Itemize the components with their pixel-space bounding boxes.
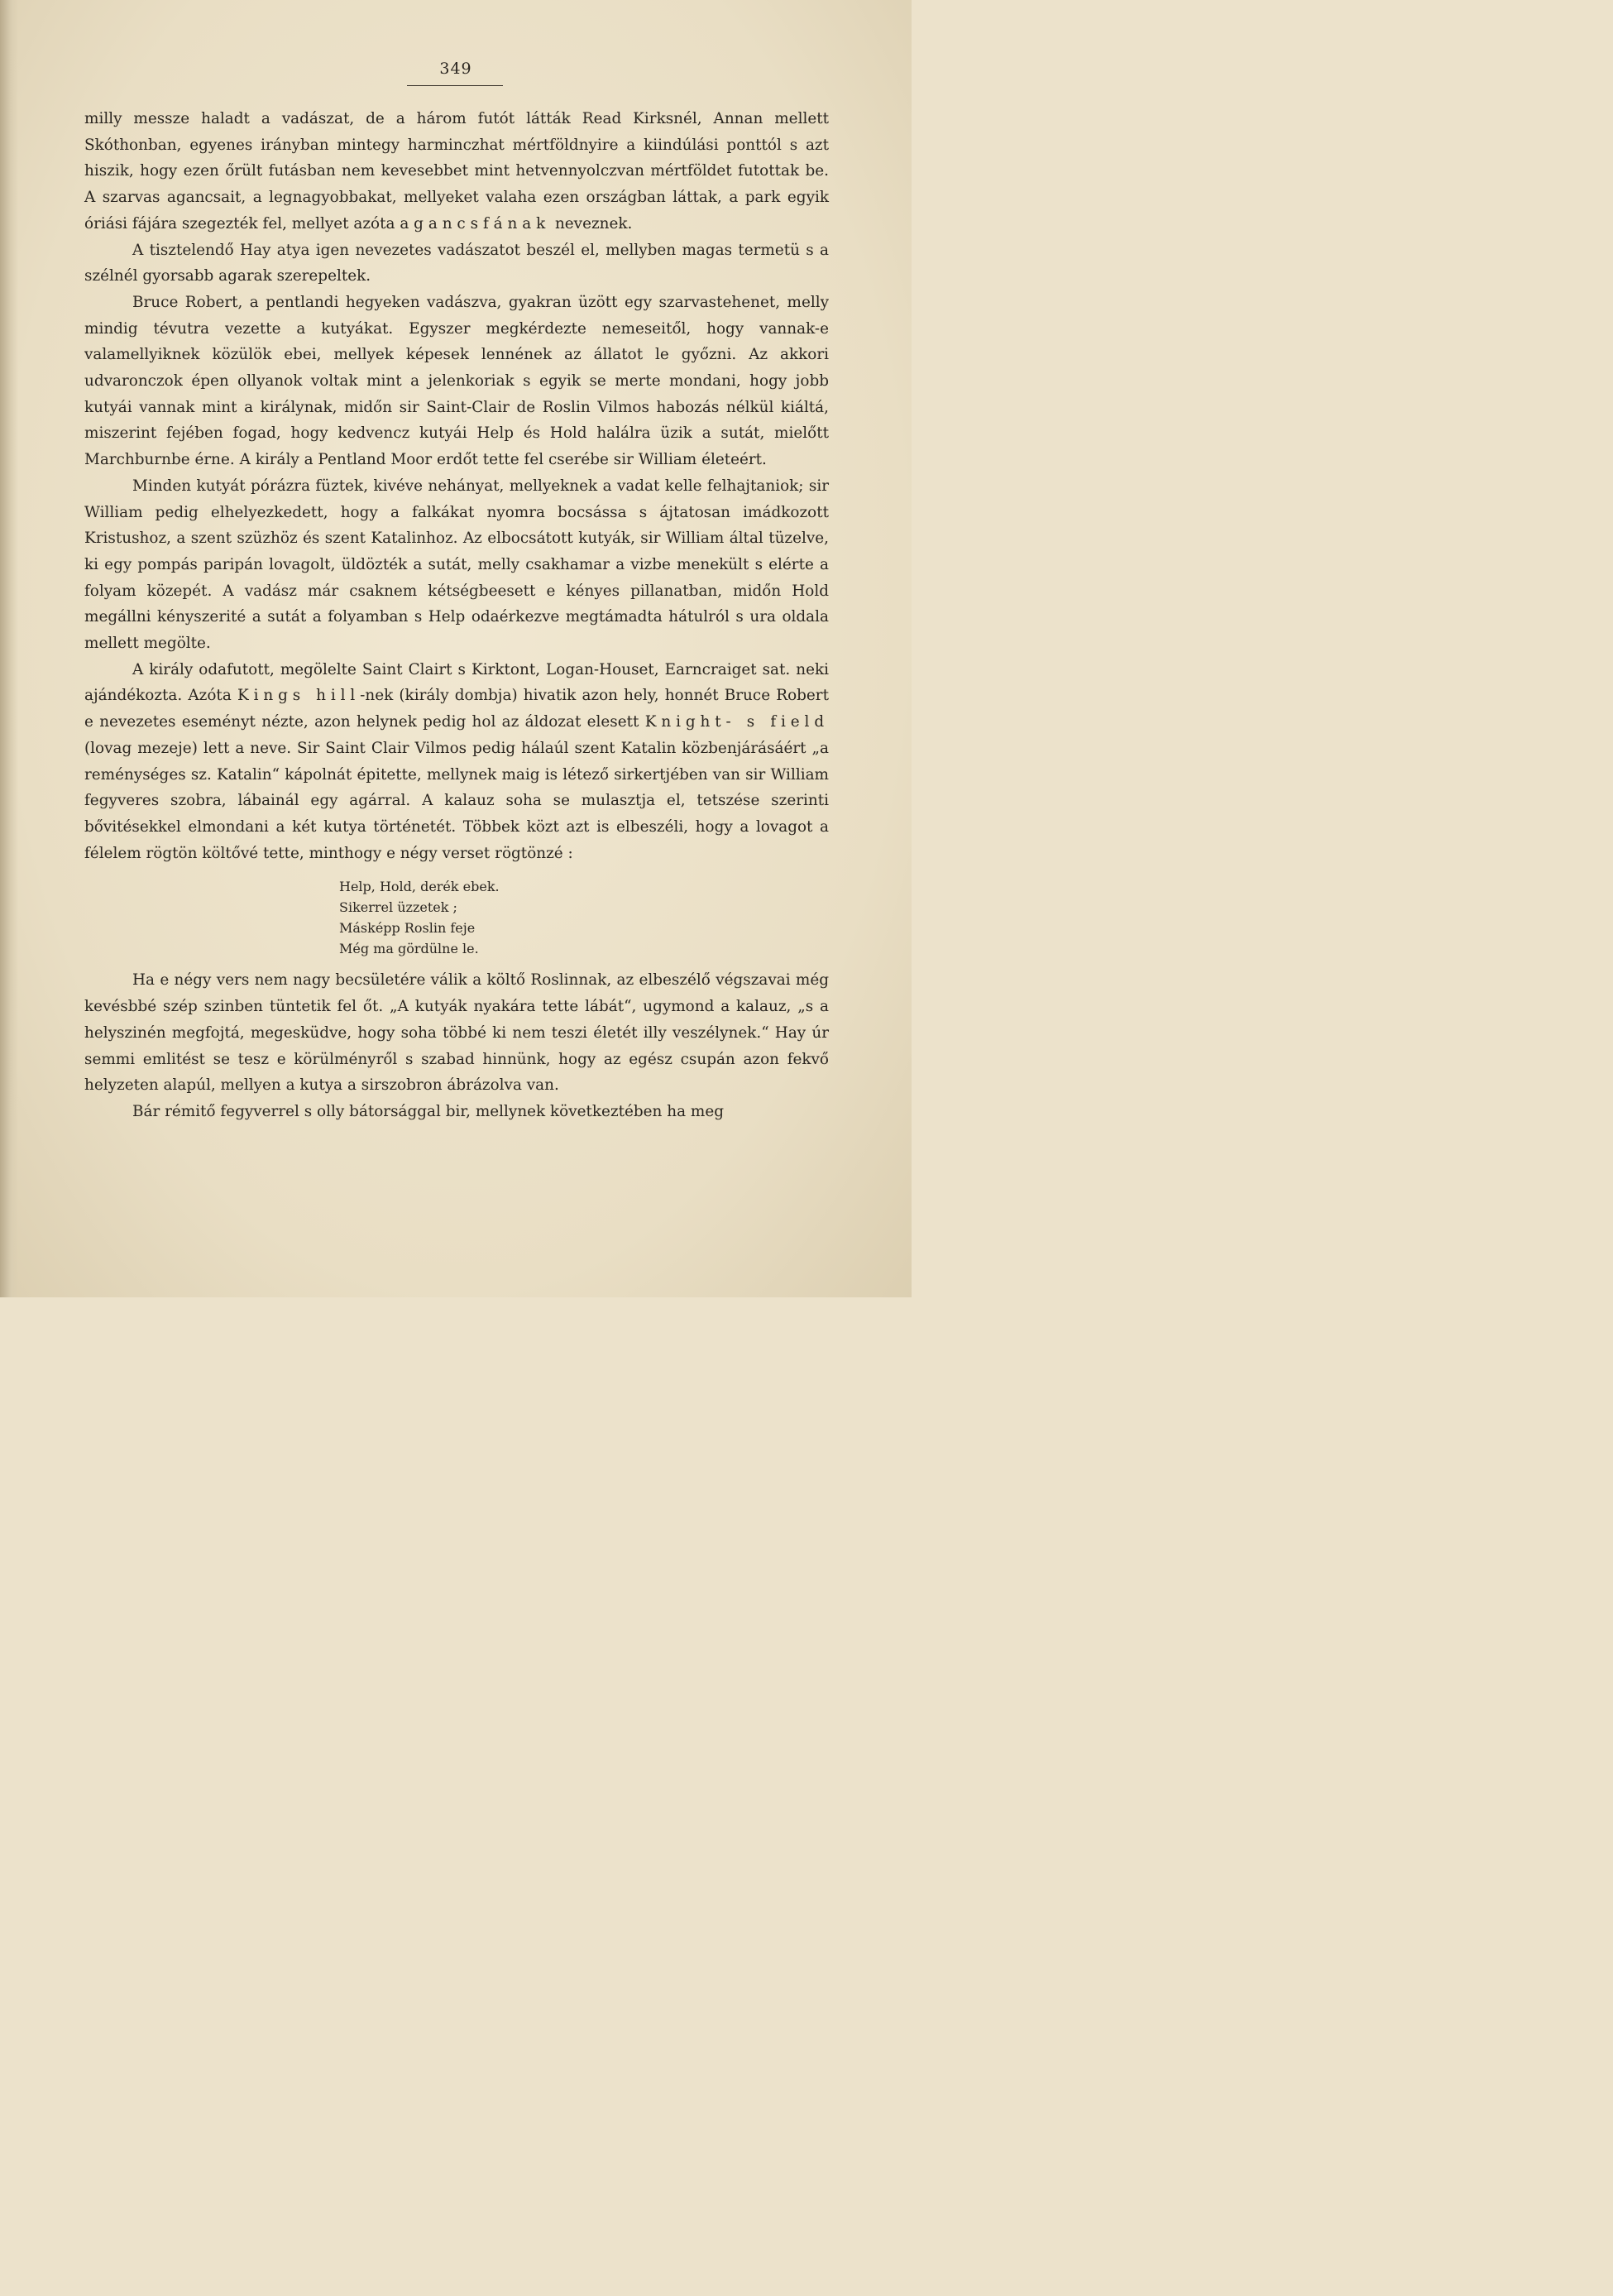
paragraph-7: Bár rémitő fegyverrel s olly bátorsággal bir, mellynek következtében ha meg — [132, 1102, 724, 1120]
paragraph-4: Minden kutyát pórázra füztek, kivéve nehányat, mellyeknek a vadat kelle felhajtaniok; sir William pedig elhelyezkedett, hogy a falkákat nyomra bocsássa s ájtatosan imádkozott Kristushoz, a szent szüzhöz és szent Katalinhoz. Az elbocsátott kutyák, sir William által tüzelve, ki egy pompás paripán lovagolt, üldözték a sutát, melly csakhamar a vizbe menekült s elérte a folyam közepét. A vadász már csaknem kétségbeesett e kényes pillanatban, midőn Hold megállni kényszerité a sutát a folyamban s Help odaérkezve megtámadta hátulról s ura oldala mellett megölte. — [84, 477, 829, 653]
paragraph-1-end: neveznek. — [550, 214, 633, 232]
verse-line: Help, Hold, derék ebek. — [339, 879, 500, 895]
binding-shadow — [0, 0, 18, 1297]
paragraph-5-text-b: -nek (király dombja) hivatik azon hely, honnét Bruce Robert e nevezetes eseményt nézte, azon helynek pedig hol az áldozat elesett — [84, 687, 829, 731]
verse-line: Sikerrel üzzetek ; — [339, 899, 457, 916]
spaced-term-knights-field: Knight- s field — [644, 713, 829, 731]
paragraph-5-text-a: A király odafutott, megölelte Saint Clairt s Kirktont, Logan-Houset, Earncraiget sat. neki ajándékozta. Azóta — [84, 660, 829, 705]
header-rule — [407, 85, 503, 86]
paragraph-3: Bruce Robert, a pentlandi hegyeken vadászva, gyakran üzött egy szarvastehenet, melly mindig tévutra vezette a kutyákat. Egyszer megkérdezte nemeseitől, hogy vannak-e valamellyiknek közülök ebei, mellyek képesek lennének az állatot le győzni. Az akkori udvaronczok épen ollyanok voltak mint a jelenkoriak s egyik se merte mondani, hogy jobb kutyái vannak mint a királynak, midőn sir Saint-Clair de Roslin Vilmos habozás nélkül kiáltá, miszerint fejében fogad, hogy kedvencz kutyái Help és Hold halálra üzik a sutát, mielőtt Marchburnbe érne. A király a Pentland Moor erdőt tette fel cserébe sir William életeért. — [84, 293, 829, 469]
spaced-term-kings-hill: Kings hill — [237, 687, 361, 705]
spaced-term-agancsfanak: agancsfának — [400, 214, 551, 232]
verse-line: Másképp Roslin feje — [339, 920, 476, 937]
paragraph-1-text: milly messze haladt a vadászat, de a három futót látták Read Kirksnél, Annan mellett Skóthonban, egyenes irányban mintegy harminczhat mértföldnyire a kiindúlási ponttól s azt hiszik, hogy ezen őrült futásban nem kevesebbet mint hetvennyolczvan mértföldet futottak be. A szarvas agancsait, a legnagyobbakat, mellyeket valaha ezen országban láttak, a park egyik óriási fájára szegezték fel, mellyet azóta — [84, 110, 829, 232]
verse-block — [339, 876, 829, 959]
paragraph-2: A tisztelendő Hay atya igen nevezetes vadászatot beszél el, mellyben magas termetü s a szélnél gyorsabb agarak szerepeltek. — [84, 241, 829, 285]
paragraph-5-text-c: (lovag mezeje) lett a neve. Sir Saint Clair Vilmos pedig hálaúl szent Katalin közbenjárásáért „a reménységes sz. Katalin“ kápolnát épitette, mellynek maig is létező sirkertjében van sir William fegyveres szobra, lábainál egy agárral. A kalauz soha se mulasztja el, tetszése szerinti bővitésekkel elmondani a két kutya történetét. Többek közt azt is elbeszéli, hogy a lovagot a félelem rögtön költővé tette, minthogy e négy verset rögtönzé : — [84, 739, 829, 862]
book-page — [0, 0, 912, 1297]
page-number: 349 — [439, 60, 472, 78]
paragraph-1 — [84, 106, 829, 237]
paragraph-5 — [84, 657, 829, 867]
page-body — [84, 106, 829, 1125]
verse-line: Még ma gördülne le. — [339, 941, 479, 957]
paragraph-6: Ha e négy vers nem nagy becsületére válik a költő Roslinnak, az elbeszélő végszavai még kevésbbé szép szinben tüntetik fel őt. „A kutyák nyakára tette lábát“, ugymond a kalauz, „s a helyszinén megfojtá, megesküdve, hogy soha többé ki nem teszi életét illy veszélynek.“ Hay úr semmi emlitést se tesz e körülményről s szabad hinnünk, hogy az egész csupán azon fekvő helyzeten alapúl, mellyen a kutya a sirszobron ábrázolva van. — [84, 971, 829, 1095]
